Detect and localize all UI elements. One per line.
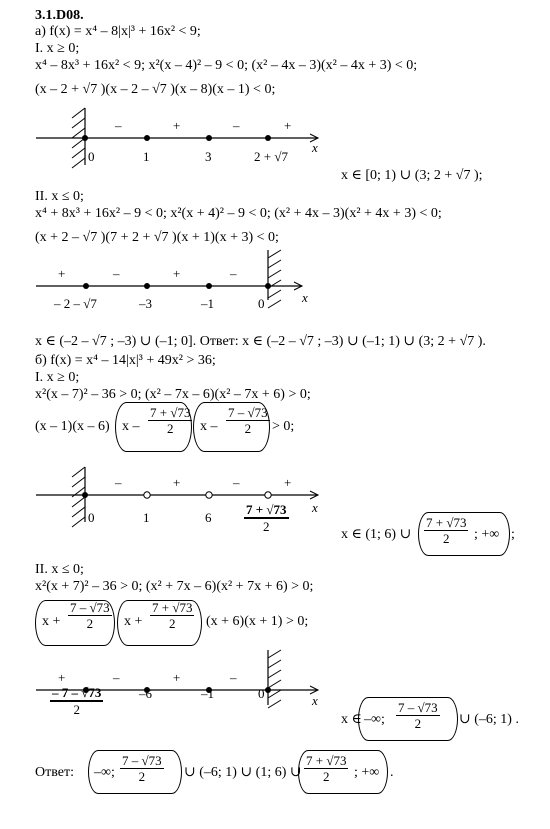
fraction-numerator: 7 + √73 [150,405,191,420]
tick-label-fraction: – 7 – √73 2 [52,685,102,717]
part-b-case2-result-end: ∪ (–6; 1) . [459,712,519,727]
part-b-case2-result-start: x ∈ [341,712,362,727]
term-x-minus: x – [122,419,140,434]
sign: – [230,670,237,685]
part-b-case1-result-start: x ∈ (1; 6) ∪ [341,527,412,542]
tick-label: – 2 – √7 [54,296,97,311]
tick-label: 1 [143,510,150,525]
term-x-plus: x + [124,614,143,629]
sign: – [233,118,240,133]
tick-label: –1 [201,686,214,701]
sign: – [230,266,237,281]
minus-infinity: –∞; [94,765,115,780]
fraction: 7 + √73 2 [306,753,347,784]
fraction-numerator: 7 – √73 [228,405,268,420]
hatching [268,650,281,708]
tick-label-fraction: 7 + √73 2 [246,502,287,534]
sign: + [173,118,181,133]
tick-label: 6 [205,510,212,525]
sign: – [113,670,120,685]
fraction: 7 – √73 2 [398,700,438,731]
tick-label: 2 + √7 [254,149,288,164]
fraction: 7 + √73 2 [152,600,193,631]
sign: + [173,670,181,685]
minus-infinity: –∞; [364,712,385,727]
axis-label: x [312,693,318,708]
part-a-case1-title: I. x ≥ 0; [35,41,80,56]
sign: – [115,475,122,490]
part-b-case1-title: I. x ≥ 0; [35,370,80,385]
sign: + [58,266,66,281]
plus-infinity: ; +∞ [474,527,500,542]
part-b-case1-line1: x²(x – 7)² – 36 > 0; (x² – 7x – 6)(x² – 7x + 6) > 0; [35,387,311,402]
part-a-case1-line2: (x – 2 + √7 )(x – 2 – √7 )(x – 8)(x – 1) < 0; [35,82,276,97]
part-a-case2-line1: x⁴ + 8x³ + 16x² – 9 < 0; x²(x + 4)² – 9 < 0; (x² + 4x – 3)(x² + 4x + 3) < 0; [35,206,442,221]
sign: + [58,670,66,685]
fraction-denominator: 2 [244,421,252,436]
part-b-case2-line1: x²(x + 7)² – 36 > 0; (x² + 7x – 6)(x² + 7x + 6) > 0; [35,579,314,594]
answer-end: . [390,765,394,780]
tick-label: –3 [139,296,152,311]
sign: + [284,118,292,133]
part-a-answer: x ∈ (–2 – √7 ; –3) ∪ (–1; 0]. Ответ: x ∈ (–2 – √7 ; –3) ∪ (–1; 1) ∪ (3; 2 + √7 ). [35,334,486,349]
tick-label: 0 [258,296,265,311]
part-a-case2-title: II. x ≤ 0; [35,189,84,204]
point-0 [265,687,271,693]
tick-label: 0 [88,510,95,525]
term-x-plus: x + [42,614,61,629]
sign: + [284,475,292,490]
sign: + [173,266,181,281]
tick-label: 0 [258,686,265,701]
part-b-statement: б) f(x) = x⁴ – 14|x|³ + 49x² > 36; [35,353,216,368]
part-a-case2-line2: (x + 2 – √7 )(7 + 2 + √7 )(x + 1)(x + 3) < 0; [35,230,279,245]
fraction-denominator: 2 [166,421,174,436]
tick-label: –1 [201,296,214,311]
part-a-case1-result: x ∈ [0; 1) ∪ (3; 2 + √7 ); [341,168,483,183]
answer-label: Ответ: [35,765,74,780]
part-b-case2-title: II. x ≤ 0; [35,562,84,577]
fraction: 7 – √73 2 [122,753,162,784]
part-b-case2-line2-end: (x + 6)(x + 1) > 0; [206,614,309,629]
tick-label: 0 [88,149,95,164]
part-b-case1-line2-end: > 0; [272,419,295,434]
sign: – [115,118,122,133]
fraction: 7 + √73 2 [426,515,467,546]
axis-label: x [312,140,318,155]
sign: – [113,266,120,281]
plus-infinity: ; +∞ [354,765,380,780]
axis-label: x [302,290,308,305]
tick-label: 1 [143,149,150,164]
part-b-case1-line2-start: (x – 1)(x – 6) [35,419,110,434]
part-a-statement: а) f(x) = x⁴ – 8|x|³ + 16x² < 9; [35,24,201,39]
semicolon: ; [511,527,515,542]
term-x-minus: x – [200,419,218,434]
sign: + [173,475,181,490]
axis-label: x [312,500,318,515]
problem-number: 3.1.D08. [35,8,84,23]
answer-middle: ∪ (–6; 1) ∪ (1; 6) ∪ [184,765,302,780]
part-a-case1-line1: x⁴ – 8x³ + 16x² < 9; x²(x – 4)² – 9 < 0; (x² – 4x – 3)(x² – 4x + 3) < 0; [35,58,418,73]
tick-label: 3 [205,149,212,164]
fraction: 7 – √73 2 [70,600,110,631]
sign: – [233,475,240,490]
tick-label: –6 [139,686,152,701]
